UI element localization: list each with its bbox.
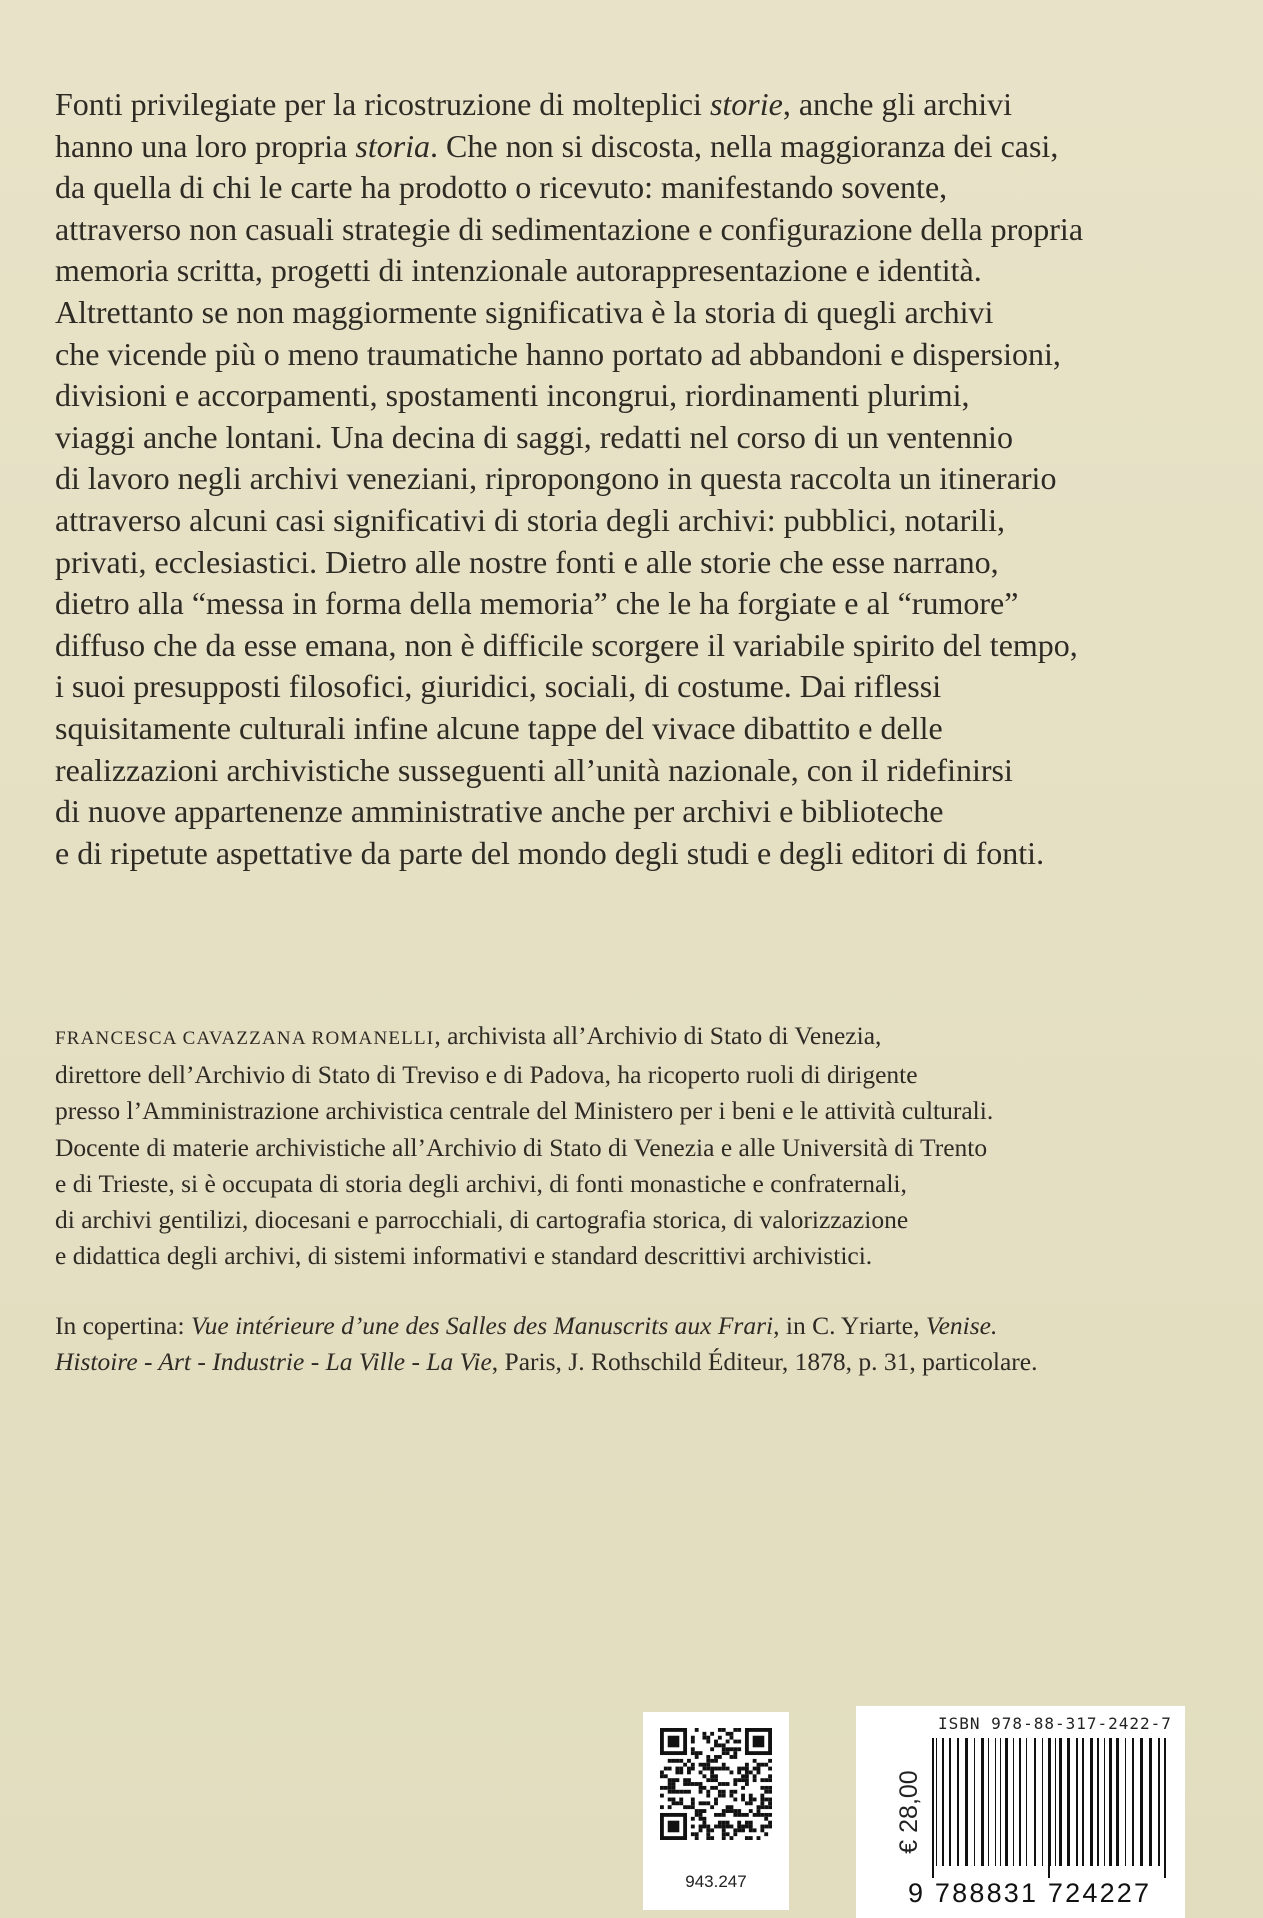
blurb-line: viaggi anche lontani. Una decina di saggi, redatti nel corso di un ventennio — [55, 418, 1013, 455]
price: € 28,00 — [895, 1770, 923, 1854]
italic-storie: storie — [709, 86, 783, 122]
blurb-line: diffuso che da esse emana, non è difficile scorgere il variabile spirito del tempo, — [55, 626, 1078, 663]
blurb-line: memoria scritta, progetti di intenzionale autorappresentazione e identità. — [55, 252, 982, 289]
blurb-line: i suoi presupposti filosofici, giuridici, sociali, di costume. Dai riflessi — [55, 668, 942, 705]
bio-line: e didattica degli archivi, di sistemi informativi e standard descrittivi archivistici. — [55, 1241, 873, 1271]
blurb-line: Altrettanto se non maggiormente significativa è la storia di quegli archivi — [55, 293, 994, 330]
bio-line: direttore dell’Archivio di Stato di Treviso e di Padova, ha ricoperto ruoli di dirigente — [55, 1060, 918, 1090]
cover-credit — [55, 1308, 1235, 1380]
author-name: FRANCESCA CAVAZZANA ROMANELLI — [55, 1028, 435, 1049]
blurb-line: privati, ecclesiastici. Dietro alle nostre fonti e alle storie che esse narrano, — [55, 543, 999, 580]
bio-line: presso l’Amministrazione archivistica centrale del Ministero per i beni e le attività culturali. — [55, 1096, 994, 1126]
qr-code-icon — [660, 1728, 772, 1840]
qr-number: 943.247 — [685, 1872, 747, 1891]
blurb-line: dietro alla “messa in forma della memoria” che le ha forgiate e al “rumore” — [55, 585, 1019, 622]
barcode-icon — [930, 1738, 1170, 1878]
bio-line: di archivi gentilizi, diocesani e parrocchiali, di cartografia storica, di valorizzazione — [55, 1205, 909, 1235]
credit-line: In copertina: Vue intérieure d’une des Salles des Manuscrits aux Frari, in C. Yriarte, Venise. — [55, 1311, 998, 1340]
blurb-line: squisitamente culturali infine alcune tappe del vivace dibattito e delle — [55, 709, 943, 746]
blurb-text — [55, 84, 1215, 874]
blurb-line: attraverso alcuni casi significativi di storia degli archivi: pubblici, notarili, — [55, 501, 1005, 538]
blurb-line: e di ripetute aspettative da parte del mondo degli studi e degli editori di fonti. — [55, 834, 1045, 871]
bio-line: Docente di materie archivistiche all’Archivio di Stato di Venezia e alle Università di Trento — [55, 1132, 988, 1162]
bio-line: FRANCESCA CAVAZZANA ROMANELLI, archivista all’Archivio di Stato di Venezia, — [55, 1021, 882, 1050]
credit-line: Histoire - Art - Industrie - La Ville - La Vie, Paris, J. Rothschild Éditeur, 1878, p. 31, particolare. — [55, 1347, 1038, 1377]
qr-label — [643, 1712, 789, 1910]
blurb-line: divisioni e accorpamenti, spostamenti incongrui, riordinamenti plurimi, — [55, 377, 970, 414]
blurb-line: da quella di chi le carte ha prodotto o ricevuto: manifestando sovente, — [55, 169, 948, 206]
blurb-line: che vicende più o meno traumatiche hanno portato ad abbandoni e dispersioni, — [55, 335, 1061, 372]
blurb-line: realizzazioni archivistiche susseguenti all’unità nazionale, con il ridefinirsi — [55, 751, 1013, 788]
bio-line: e di Trieste, si è occupata di storia degli archivi, di fonti monastiche e confraternali, — [55, 1168, 907, 1198]
italic-storia: storia — [355, 127, 431, 164]
blurb-line: Fonti privilegiate per la ricostruzione di molteplici storie, anche gli archivi — [55, 86, 1013, 122]
blurb-line: di lavoro negli archivi veneziani, ripropongono in questa raccolta un itinerario — [55, 460, 1057, 497]
isbn-text: ISBN 978-88-317-2422-7 — [938, 1714, 1172, 1733]
blurb-line: attraverso non casuali strategie di sedimentazione e configurazione della propria — [55, 210, 1084, 247]
barcode-label — [856, 1706, 1185, 1918]
blurb-line: hanno una loro propria storia. Che non si discosta, nella maggioranza dei casi, — [55, 127, 1059, 164]
blurb-line: di nuove appartenenze amministrative anche per archivi e biblioteche — [55, 793, 944, 830]
author-bio — [55, 1018, 1215, 1274]
barcode-digits: 9 788831 724227 — [908, 1878, 1152, 1908]
